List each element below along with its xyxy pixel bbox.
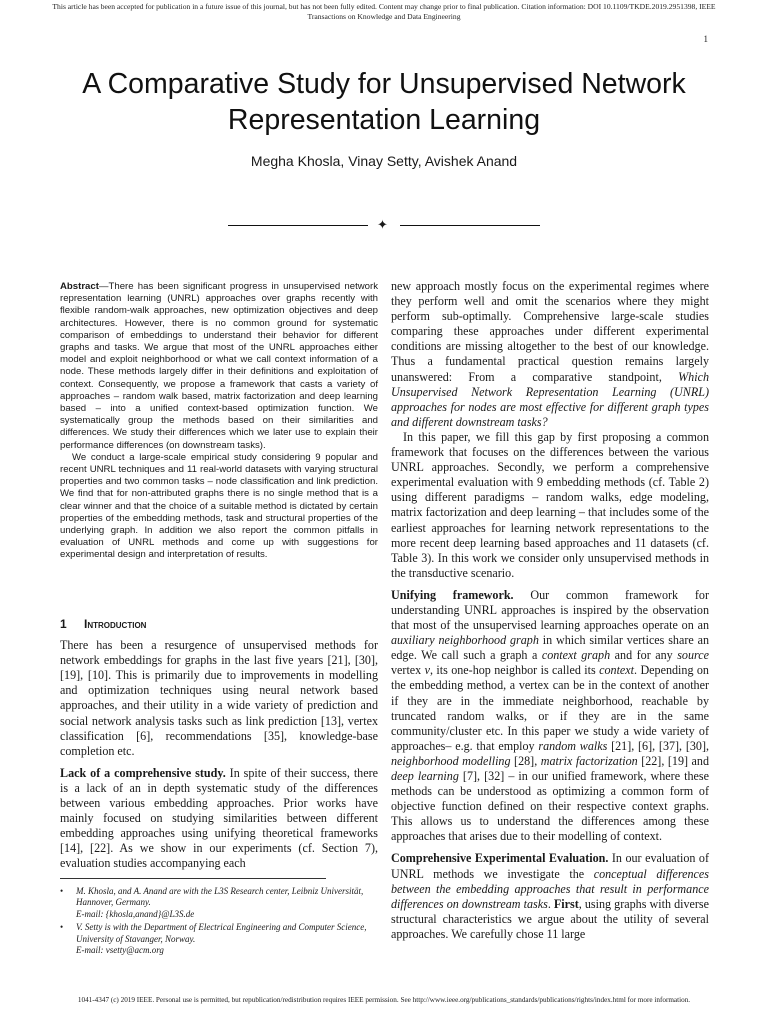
paragraph-lead-unifying-framework: Unifying framework.: [391, 587, 514, 602]
introduction-section: [60, 617, 378, 872]
right-paragraph-experimental-evaluation: Comprehensive Experimental Evaluation. In our evaluation of UNRL methods we investigate the conceptual differences between the embedding approaches that result in performance differences on downstream tasks. First, using graphs with diverse structural characteristics we argue about the utility of several approaches. We carefully chose 11 large: [391, 851, 710, 941]
title-line-1: A Comparative Study for Unsupervised Network: [82, 68, 686, 100]
abstract-paragraph-2: We conduct a large-scale empirical study considering 9 popular and recent UNRL techniques and 11 real-world datasets with varying structural properties and two common tasks – node classification and link prediction. We find that for non-attributed graphs there is no single method that is a clear winner and that the choice of a suitable method is dictated by certain properties of the embedding methods, task and structural properties of the underlying graph. In addition we also report the common pitfalls in evaluation of UNRL methods and come up with suggestions for experimental design and interpretation of results.: [60, 451, 378, 561]
title-line-2: Representation Learning: [227, 104, 541, 136]
footnote-affiliation-stavanger: • V. Setty is with the Department of Electrical Engineering and Computer Science, University of Stavanger, Norway. E-mail: vsetty@acm.org: [60, 922, 367, 956]
footnote-email: E-mail: {khosla,anand}@L3S.de: [76, 908, 195, 919]
right-column: [391, 279, 709, 942]
footnote-bullet: •: [60, 922, 64, 933]
right-paragraph-unifying-framework: Unifying framework. Our common framework for understanding UNRL approaches is inspired by the observation that most of the unsupervised learning approaches operate on an auxiliary neighborhood graph in which similar vertices share an edge. We call such a graph a context graph and for any source vertex v, its one-hop neighbor is called its context. Depending on the embedding method, a vertex can be in the context of another if they are in the immediate neighborhood, reachable by truncated random walks, or if they are in the same community/cluster etc. In this paper we study a wide variety of approaches– e.g. that employ random walks [21], [6], [37], [30], neighborhood modelling [28], matrix factorization [22], [19] and deep learning [7], [32] – in our unified framework, where these methods can be understood as optimizing a common form of objective function defined on their respective context graphs. This allows us to understand the differences among these approaches that arises due to their modelling of context.: [391, 587, 710, 844]
banner-line-1: This article has been accepted for publication in a future issue of this journal, but has not been fully edited. Content may change prior to final publication. Citation information: DOI 10.1109/TKDE.2019.2951398, IEEE: [52, 2, 716, 11]
title-divider: [228, 217, 540, 233]
page-number: 1: [703, 34, 708, 44]
intro-paragraph-2: Lack of a comprehensive study. In spite of their success, there is a lack of an in depth systematic study of the differences between various embedding approaches. Prior works have mainly focused on studying similarities between different embedding approaches using unifying theoretical frameworks [14], [22]. As we show in our experiments (cf. Section 7), evaluation studies accompanying each: [60, 765, 378, 871]
paragraph-lead-comprehensive-study: Lack of a comprehensive study.: [60, 765, 226, 780]
paragraph-lead-experimental-evaluation: Comprehensive Experimental Evaluation.: [391, 851, 609, 866]
footnote-bullet: •: [60, 886, 64, 896]
right-paragraph-1: new approach mostly focus on the experimental regimes where they perform well and omit the scenarios where they might perform sub-optimally. Comprehensive large-scale studies comparing these approaches under different experimental conditions are missing altogether to the best of our knowledge. Thus a fundamental practical question remains largely unanswered: From a comparative standpoint, Which Unsupervised Network Representation Learning (UNRL) approaches for nodes are most effective for different graph types and different downstream tasks?: [391, 279, 709, 429]
footnote-rule: [60, 878, 326, 879]
footnote-affiliation-l3s: • M. Khosla, and A. Anand are with the L3S Research center, Leibniz Universität, Hannover, Germany. E-mail: {khosla,anand}@L3S.de: [60, 886, 364, 919]
divider-line-right: [400, 225, 540, 226]
abstract: [60, 281, 378, 562]
section-title: Introduction: [84, 617, 147, 631]
journal-banner: [0, 2, 768, 22]
section-heading-introduction: [60, 617, 378, 632]
author-footnotes: [60, 886, 378, 958]
divider-diamond-icon: ✦: [377, 217, 388, 232]
research-question: Which Unsupervised Network Representation Learning (UNRL) approaches for nodes are most effective for different graph types and different downstream tasks?: [391, 369, 709, 429]
abstract-label: Abstract: [60, 281, 99, 292]
paper-title: [40, 66, 728, 138]
intro-paragraph-1: There has been a resurgence of unsupervised methods for network embeddings for graphs in the last five years [21], [30], [19], [10]. This is primarily due to improvements in modelling and optimization techniques using neural network based approaches, and their utility in a wide variety of prediction and social network analysis tasks such as link prediction [13], vertex classification [6], recommendations [35], knowledge-base completion etc.: [60, 638, 378, 758]
section-number: 1: [60, 617, 67, 631]
left-column: [60, 281, 378, 562]
copyright-footer: 1041-4347 (c) 2019 IEEE. Personal use is permitted, but republication/redistribution requires IEEE permission. See http://www.ieee.org/publications_standards/publications/rights/index.html for more information.: [77, 996, 691, 1004]
banner-line-2: Transactions on Knowledge and Data Engineering: [307, 12, 461, 21]
author-list: Megha Khosla, Vinay Setty, Avishek Anand: [250, 153, 518, 169]
right-paragraph-2: In this paper, we fill this gap by first proposing a common framework that focuses on the differences between the various UNRL approaches. Secondly, we perform a comprehensive experimental evaluation with 9 embedding methods (cf. Table 2) using different paradigms – random walks, edge modeling, matrix factorization and deep learning – that includes some of the earliest approaches for learning network representations to the more recent deep learning based approaches and 11 datasets (cf. Table 3). In this work we consider only unsupervised methods in the transductive scenario.: [391, 429, 709, 580]
footnote-email: E-mail: vsetty@acm.org: [76, 945, 164, 956]
abstract-paragraph-1: Abstract—There has been significant progress in unsupervised network representation learning (UNRL) approaches over graphs recently with flexible random-walk approaches, new optimization objectives and deep architectures. However, there is no common ground for systematic comparison of embeddings to understand their behavior for different graphs and tasks. We argue that most of the UNRL approaches either model and exploit neighborhood or what we call context information of a node. These methods largely differ in their definitions and exploitation of context. Consequently, we propose a framework that casts a variety of approaches – random walk based, matrix factorization and deep learning based – into a unified context-based optimization function. We systematically group the methods based on their similarities and differences. We study their differences which we later use to explain their performance differences (on downstream tasks).: [60, 281, 378, 451]
divider-line-left: [228, 225, 368, 226]
